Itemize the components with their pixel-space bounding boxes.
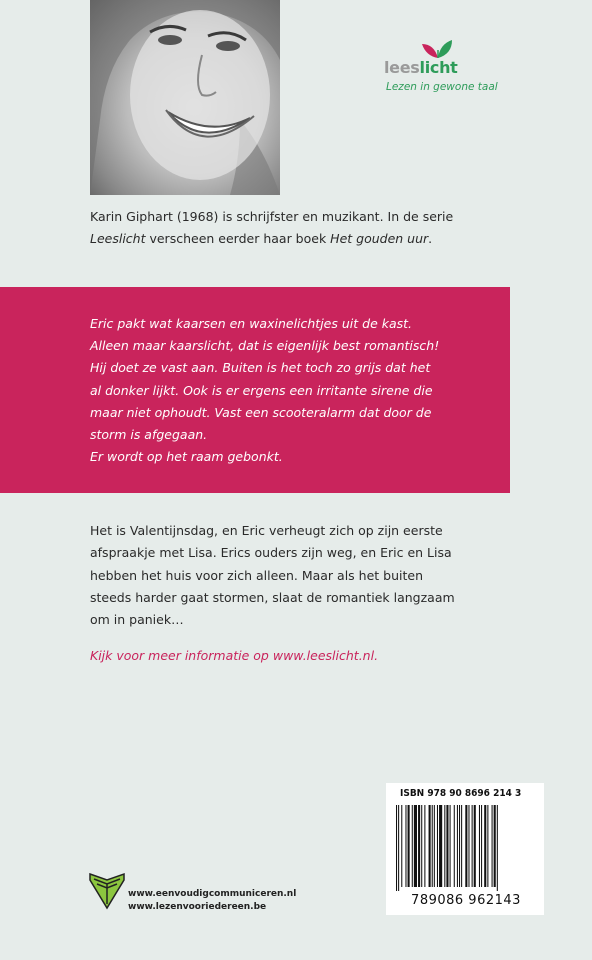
excerpt-text (90, 313, 495, 468)
barcode-icon (394, 805, 538, 891)
brand-name-part1: lees (384, 58, 420, 77)
author-photo (90, 0, 280, 195)
bio-line-2-mid: verscheen eerder haar boek (145, 231, 331, 246)
excerpt-line: Hij doet ze vast aan. Buiten is het toch zo grijs dat het (90, 360, 431, 376)
blurb-line: steeds harder gaat stormen, slaat de romantiek langzaam (90, 589, 455, 605)
series-name: Leeslicht (90, 231, 146, 246)
bio-line-2-end: . (428, 231, 433, 246)
book-shield-icon (88, 870, 126, 910)
footer-links (128, 888, 296, 914)
book-blurb (90, 520, 530, 631)
brand-name (384, 58, 458, 77)
barcode-digits: 789086 962143 (411, 893, 521, 908)
leaf-icon (418, 38, 458, 60)
brand-name-part2: licht (419, 58, 458, 77)
excerpt-line: Eric pakt wat kaarsen en waxinelichtjes uit de kast. (90, 316, 413, 331)
footer-link-lezen[interactable]: www.lezenvooriedereen.be (128, 902, 267, 912)
footer-link-eenvoudig[interactable]: www.eenvoudigcommuniceren.nl (128, 889, 297, 899)
excerpt-line: storm is afgegaan. (90, 427, 208, 443)
author-portrait-icon (90, 0, 280, 195)
blurb-line: hebben het huis voor zich alleen. Maar als het buiten (90, 567, 423, 583)
excerpt-line: Alleen maar kaarslicht, dat is eigenlijk best romantisch! (90, 338, 440, 354)
bio-line-2 (90, 228, 510, 250)
bio-line-1: Karin Giphart (1968) is schrijfster en muzikant. In de serie (90, 209, 454, 224)
author-bio (90, 206, 510, 250)
blurb-line: om in paniek… (90, 612, 184, 628)
excerpt-line: maar niet ophoudt. Vast een scooteralarm dat door de (90, 404, 432, 420)
isbn-label: ISBN 978 90 8696 214 3 (400, 788, 522, 799)
excerpt-line: Er wordt op het raam gebonkt. (90, 449, 283, 465)
blurb-line: afspraakje met Lisa. Erics ouders zijn weg, en Eric en Lisa (90, 545, 452, 561)
excerpt-line: al donker lijkt. Ook is er ergens een irritante sirene die (90, 382, 433, 398)
barcode-box (386, 783, 544, 915)
blurb-line: Het is Valentijnsdag, en Eric verheugt zich op zijn eerste (90, 523, 443, 538)
previous-book-title: Het gouden uur (330, 231, 429, 246)
brand-tagline: Lezen in gewone taal (386, 81, 498, 93)
excerpt-panel (0, 287, 510, 493)
more-info-link[interactable]: Kijk voor meer informatie op www.leeslicht.nl. (90, 648, 379, 663)
